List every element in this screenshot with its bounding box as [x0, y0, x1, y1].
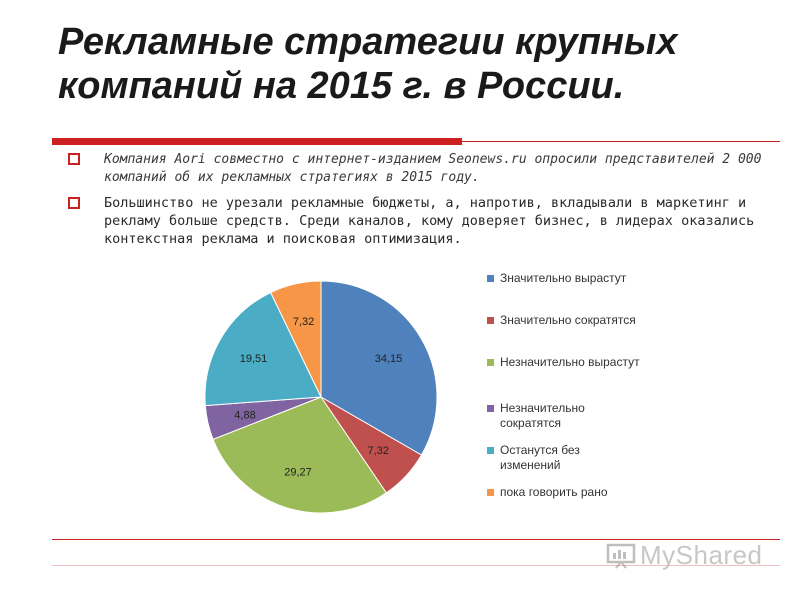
- legend-swatch-icon: [487, 275, 494, 282]
- legend-label: пока говорить рано: [500, 485, 608, 499]
- legend-item-3: [487, 355, 650, 370]
- legend-label: Значительно вырастут: [500, 271, 627, 285]
- slide-title-line-1: Рекламные стратегии крупных: [58, 21, 678, 63]
- pie-chart-plot: [173, 257, 473, 517]
- bullet-text-findings: Большинство не урезали рекламные бюджеты, а, напротив, вкладывали в маркетинг и рекламу больше средств. Среди каналов, кому доверяет бизнес, в лидерах оказались контекстная реклама и поисковая оптимизация.: [104, 195, 755, 247]
- bullet-text-survey: Компания Aori совместно с интернет-изданием Seonews.ru опросили представителей 2 000 компаний об их рекламных стратегиях в 2015 году.: [104, 152, 762, 185]
- legend-label: Незначительно вырастут: [500, 355, 640, 369]
- legend-swatch-icon: [487, 489, 494, 496]
- slide-title: [58, 20, 778, 108]
- presentation-board-icon: [606, 543, 636, 569]
- square-bullet-icon: [68, 197, 80, 209]
- legend-item-5: [487, 443, 650, 473]
- pie-data-label-2: 7,32: [367, 445, 389, 458]
- title-underline-line: [462, 141, 780, 142]
- watermark: [606, 540, 763, 571]
- legend-label: Незначительно сократятся: [500, 401, 585, 430]
- legend-item-4: [487, 401, 650, 431]
- watermark-text: MyShared: [640, 540, 763, 570]
- legend-label: Останутся без изменений: [500, 443, 580, 472]
- bullet-item: [66, 150, 766, 186]
- legend-item-1: [487, 271, 650, 286]
- legend-item-6: [487, 485, 650, 500]
- legend-swatch-icon: [487, 447, 494, 454]
- pie-chart: [173, 257, 653, 517]
- pie-data-label-6: 7,32: [292, 316, 315, 328]
- pie-data-label-4: 4,88: [234, 409, 256, 422]
- legend-label: Значительно сократятся: [500, 313, 636, 327]
- legend-item-2: [487, 313, 650, 328]
- bullet-item: [66, 194, 766, 248]
- square-bullet-icon: [68, 153, 80, 165]
- pie-data-label-1: 34,15: [374, 353, 403, 365]
- legend-swatch-icon: [487, 359, 494, 366]
- pie-data-label-3: 29,27: [284, 466, 312, 479]
- bullet-list: [66, 150, 766, 248]
- legend-swatch-icon: [487, 405, 494, 412]
- pie-data-label-5: 19,51: [239, 353, 268, 365]
- legend-swatch-icon: [487, 317, 494, 324]
- slide-title-line-2: компаний на 2015 г. в России.: [58, 65, 625, 107]
- title-underline-bar: [52, 138, 462, 145]
